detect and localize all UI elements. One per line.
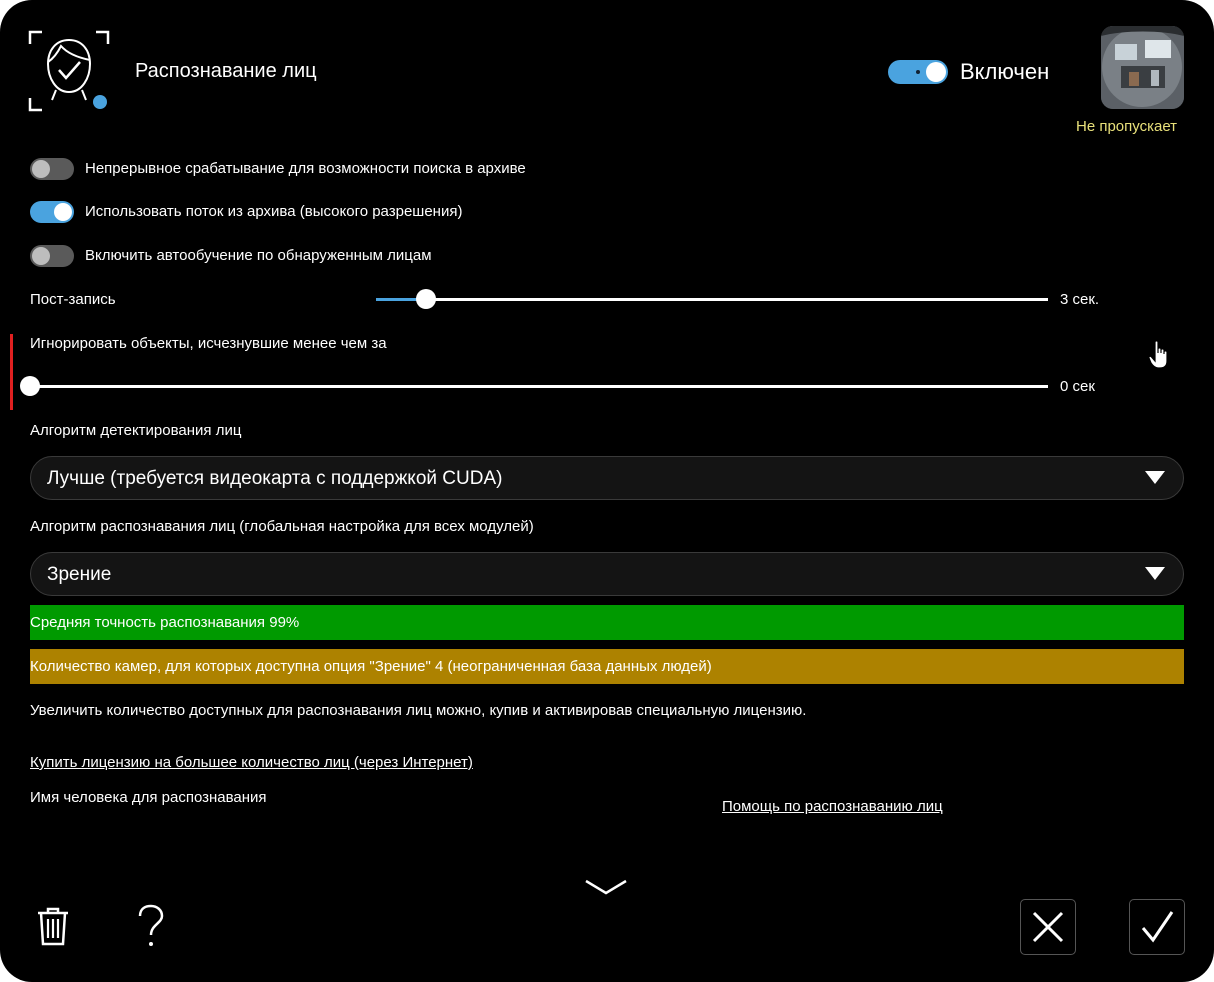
ignore-objects-label: Игнорировать объекты, исчезнувшие менее чем за bbox=[30, 335, 387, 352]
close-icon bbox=[1021, 900, 1075, 954]
buy-license-link[interactable]: Купить лицензию на большее количество лиц (через Интернет) bbox=[30, 754, 473, 771]
detection-algorithm-value: Лучше (требуется видеокарта с поддержкой CUDA) bbox=[47, 468, 503, 489]
accuracy-bar bbox=[30, 605, 1184, 640]
recognition-algorithm-label: Алгоритм распознавания лиц (глобальная настройка для всех модулей) bbox=[30, 518, 534, 535]
question-icon[interactable] bbox=[136, 904, 166, 948]
post-record-label: Пост-запись bbox=[30, 291, 116, 308]
auto-learning-label: Включить автообучение по обнаруженным лицам bbox=[85, 247, 432, 264]
checkmark-icon bbox=[1130, 900, 1184, 954]
ignore-objects-slider-handle[interactable] bbox=[20, 376, 40, 396]
post-record-slider-handle[interactable] bbox=[416, 289, 436, 309]
page-title: Распознавание лиц bbox=[135, 60, 317, 82]
ignore-objects-slider-track[interactable] bbox=[30, 385, 1048, 388]
person-name-label: Имя человека для распознавания bbox=[30, 789, 267, 806]
archive-stream-toggle[interactable] bbox=[30, 201, 74, 223]
camera-thumbnail[interactable] bbox=[1101, 26, 1184, 109]
enabled-toggle[interactable] bbox=[888, 60, 948, 84]
left-marker bbox=[10, 334, 13, 410]
cameras-bar bbox=[30, 649, 1184, 684]
continuous-trigger-label: Непрерывное срабатывание для возможности поиска в архиве bbox=[85, 160, 526, 177]
post-record-value: 3 сек. bbox=[1060, 291, 1100, 308]
help-link[interactable]: Помощь по распознаванию лиц bbox=[722, 798, 943, 815]
detection-algorithm-select[interactable] bbox=[30, 456, 1184, 500]
confirm-button[interactable] bbox=[1129, 899, 1185, 955]
enabled-label: Включен bbox=[960, 59, 1050, 84]
trash-icon[interactable] bbox=[34, 905, 72, 947]
cameras-text: Количество камер, для которых доступна опция "Зрение" 4 (неограниченная база данных людей) bbox=[30, 658, 712, 675]
chevron-down-icon bbox=[1145, 567, 1165, 580]
chevron-down-icon bbox=[1145, 471, 1165, 484]
continuous-trigger-toggle[interactable] bbox=[30, 158, 74, 180]
chevron-down-icon[interactable] bbox=[584, 876, 628, 898]
archive-stream-label: Использовать поток из архива (высокого разрешения) bbox=[85, 203, 463, 220]
auto-learning-toggle[interactable] bbox=[30, 245, 74, 267]
detection-algorithm-label: Алгоритм детектирования лиц bbox=[30, 422, 242, 439]
post-record-slider-track[interactable] bbox=[376, 298, 1048, 301]
recognition-algorithm-value: Зрение bbox=[47, 564, 112, 585]
accuracy-text: Средняя точность распознавания 99% bbox=[30, 614, 300, 631]
camera-status-label: Не пропускает bbox=[1076, 118, 1178, 135]
ignore-objects-value: 0 сек bbox=[1060, 378, 1095, 395]
hand-cursor-icon bbox=[1148, 340, 1170, 370]
license-info-text: Увеличить количество доступных для распознавания лиц можно, купив и активировав специальную лицензию. bbox=[30, 702, 807, 719]
face-recognition-icon bbox=[28, 30, 110, 112]
recognition-algorithm-select[interactable] bbox=[30, 552, 1184, 596]
cancel-button[interactable] bbox=[1020, 899, 1076, 955]
